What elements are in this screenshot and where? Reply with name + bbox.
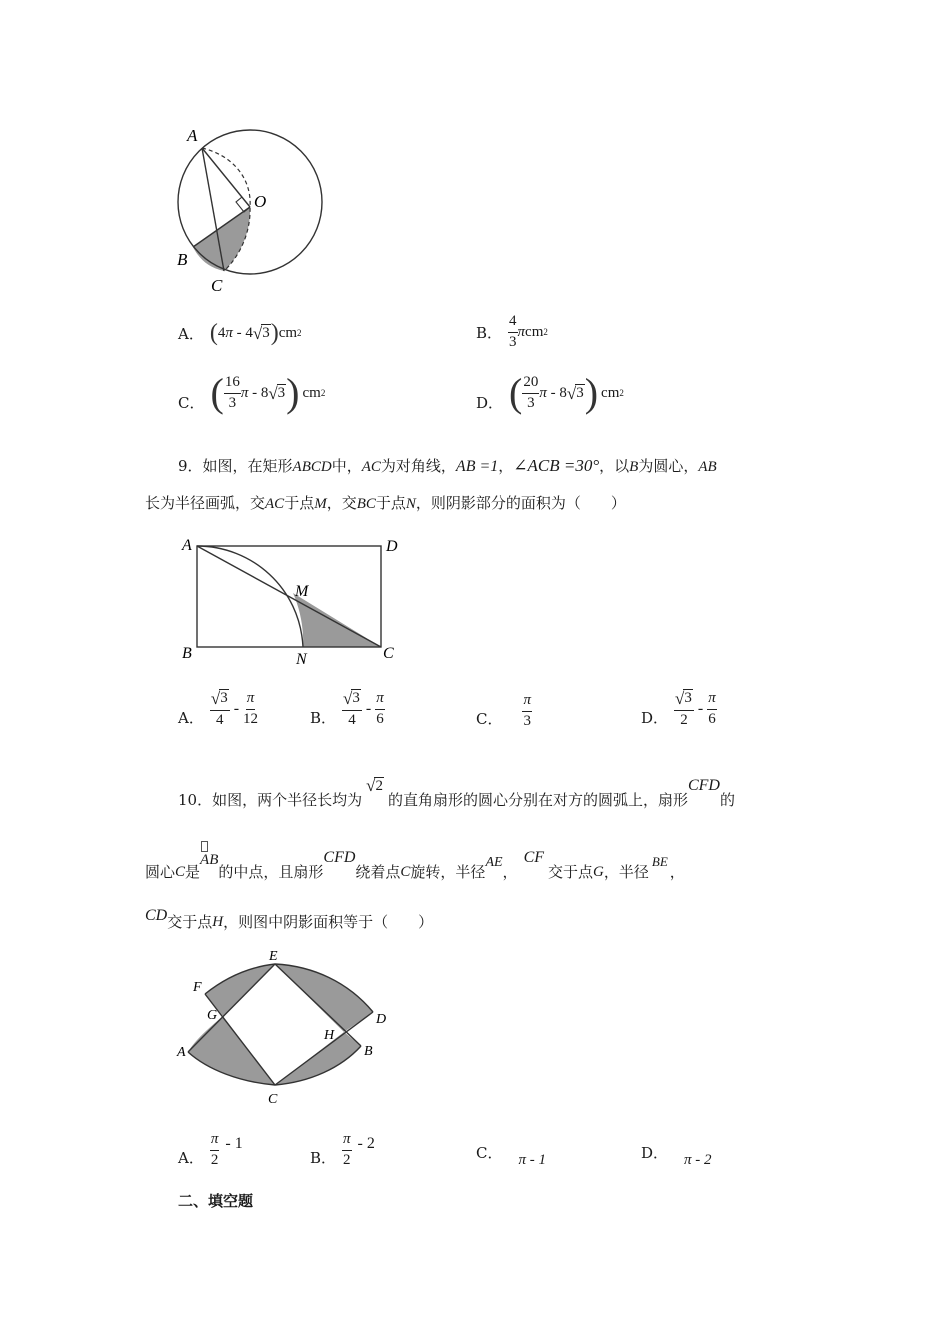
q9-option-c[interactable] bbox=[476, 689, 532, 733]
q10-option-a[interactable] bbox=[178, 1128, 243, 1172]
q9-arc bbox=[197, 546, 303, 647]
q8-figure bbox=[165, 120, 335, 300]
q9-option-a[interactable] bbox=[178, 687, 258, 731]
arc-AB: AB bbox=[200, 841, 218, 868]
option-label: C． bbox=[476, 709, 503, 728]
section-heading-fill-in: 二、填空题 bbox=[178, 1192, 254, 1210]
q9-stem-line1: 9．如图，在矩形ABCD中，AC为对角线，AB =1，∠ACB =30°，以B为圆心，AB bbox=[178, 456, 717, 475]
q9-diagonal-AC bbox=[197, 546, 381, 647]
q8-option-a-expr: ( 4 π - 4 √ 3 ) cm 2 bbox=[209, 319, 302, 346]
q10-shaded-left bbox=[188, 1016, 275, 1085]
q10-option-b-expr: $\frac{\pi}{2}$ - 2 bbox=[343, 1130, 375, 1168]
q9-label-C: C bbox=[383, 645, 394, 662]
q8-option-b[interactable] bbox=[476, 310, 548, 354]
option-label: B． bbox=[310, 708, 337, 727]
fraction: $\frac{20}{3}$ bbox=[523, 373, 539, 411]
q8-option-c[interactable] bbox=[178, 370, 325, 416]
q8-option-a[interactable] bbox=[178, 318, 302, 348]
q10-label-A: A bbox=[177, 1045, 186, 1060]
q8-label-B: B bbox=[177, 250, 188, 269]
q8-option-d[interactable] bbox=[476, 370, 624, 416]
fraction: $\frac{\pi}{2}$ bbox=[343, 1130, 351, 1168]
sqrt: √ 3 bbox=[566, 383, 584, 403]
fraction: $\frac{16}{3}$ bbox=[224, 373, 240, 411]
q10-option-b[interactable] bbox=[310, 1128, 375, 1172]
q10-stem-line1: 10．如图，两个半径长均为 √ 2 的直角扇形的圆心分别在对方的圆弧上，扇形 CFD 的 bbox=[178, 776, 735, 809]
q10-label-H: H bbox=[324, 1028, 335, 1043]
q9-label-M: M bbox=[295, 583, 309, 600]
q9-label-A: A bbox=[182, 537, 192, 554]
q10-option-d-expr: π - 2 bbox=[684, 1152, 712, 1168]
option-label: A． bbox=[178, 324, 204, 343]
fraction: $\frac{\pi}{6}$ bbox=[376, 689, 384, 727]
sqrt: √ 2 bbox=[366, 776, 383, 795]
option-label: D． bbox=[641, 1144, 669, 1162]
option-label: C． bbox=[476, 1144, 503, 1162]
fraction: $\frac{\pi}{3}$ bbox=[523, 691, 531, 729]
q8-label-O: O bbox=[254, 192, 267, 211]
q10-label-E: E bbox=[269, 949, 278, 964]
q9-label-D: D bbox=[386, 538, 398, 555]
q10-stem-line2: 圆心 C 是 AB 的中点，且扇形 CFD 绕着点 C 旋转，半径 AE ， CF 交于点 G ，半径 BE ， bbox=[145, 846, 685, 880]
q9-figure bbox=[175, 530, 405, 670]
q10-label-G: G bbox=[207, 1008, 218, 1023]
option-label: D． bbox=[641, 708, 669, 727]
fraction: √ 3 4 bbox=[343, 688, 360, 729]
option-label: A． bbox=[178, 1148, 204, 1167]
q9-option-b-expr: √ 3 4 - $\frac{\pi}{6}$ bbox=[343, 688, 384, 729]
q9-label-B: B bbox=[182, 645, 192, 662]
q10-stem-line3: CD 交于点 H ，则图中阴影面积等于（ ） bbox=[145, 907, 434, 931]
q10-label-D: D bbox=[376, 1012, 387, 1027]
q8-option-d-expr: ( $\frac{20}{3}$ π - 8 √ 3 ) cm 2 bbox=[509, 370, 624, 415]
option-label: B． bbox=[310, 1148, 337, 1167]
option-label: A． bbox=[178, 708, 204, 727]
q8-option-c-expr: ( $\frac{16}{3}$ π - 8 √ 3 ) cm 2 bbox=[210, 370, 326, 415]
q9-option-d[interactable] bbox=[641, 687, 717, 731]
sqrt: √ 3 bbox=[252, 323, 270, 343]
q9-option-d-expr: √ 3 2 - $\frac{\pi}{6}$ bbox=[675, 688, 716, 729]
q10-label-B: B bbox=[364, 1044, 373, 1059]
q8-label-C: C bbox=[211, 276, 223, 295]
q10-label-C: C bbox=[268, 1092, 278, 1107]
q10-option-c-expr: π - 1 bbox=[518, 1152, 546, 1168]
fraction: $\frac{\pi}{2}$ bbox=[210, 1130, 219, 1168]
q10-option-c[interactable] bbox=[476, 1142, 546, 1168]
fraction: $\frac{\pi}{6}$ bbox=[708, 689, 716, 727]
q8-label-A: A bbox=[187, 126, 198, 145]
q8-shaded-region bbox=[193, 207, 250, 271]
q8-segment-AO bbox=[202, 148, 250, 207]
sqrt: √ 3 bbox=[268, 383, 286, 403]
fraction: √ 3 4 bbox=[210, 688, 228, 729]
fraction: $\frac{4}{3}$ bbox=[509, 312, 517, 350]
q9-label-N: N bbox=[296, 651, 307, 668]
q9-option-c-expr bbox=[522, 693, 532, 730]
q10-figure bbox=[170, 945, 400, 1110]
q10-label-F: F bbox=[193, 980, 202, 995]
q10-option-a-expr: $\frac{\pi}{2}$ - 1 bbox=[210, 1130, 243, 1168]
q9-stem-line2: 长为半径画弧，交AC于点M，交BC于点N，则阴影部分的面积为（ ） bbox=[145, 494, 626, 512]
option-label: B． bbox=[476, 323, 503, 342]
arc-placeholder-icon bbox=[201, 841, 208, 852]
fraction: $\frac{\pi}{12}$ bbox=[243, 689, 259, 727]
fraction: √ 3 2 bbox=[675, 688, 692, 729]
q9-option-b[interactable] bbox=[310, 687, 385, 731]
q10-shaded-right bbox=[275, 964, 373, 1032]
q9-option-a-expr: √ 3 4 - $\frac{\pi}{12}$ bbox=[210, 688, 259, 729]
q8-option-b-expr: $\frac{4}{3}$ π cm 2 bbox=[509, 312, 548, 350]
q10-option-d[interactable] bbox=[641, 1142, 712, 1168]
q9-shaded-region bbox=[293, 593, 381, 647]
option-label: D． bbox=[476, 393, 504, 412]
option-label: C． bbox=[178, 393, 205, 412]
